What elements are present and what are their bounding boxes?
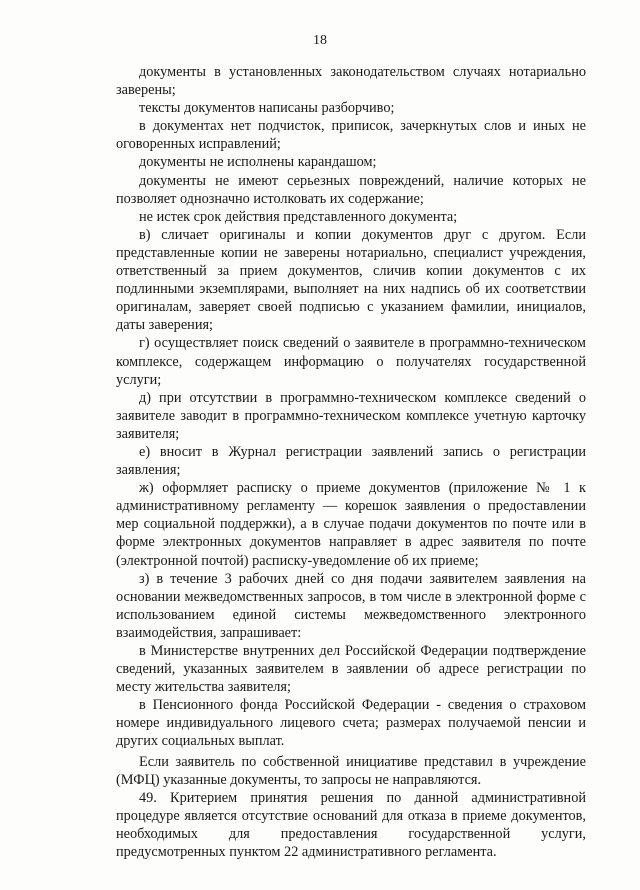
- paragraph: 49. Критерием принятия решения по данной административной процедуре является отсутствие оснований для отказа в приеме документов, необходимых для предоставления государственной услуги, предусмотренных пунктом 22 административного регламента.: [116, 789, 586, 861]
- paragraph: документы в установленных законодательством случаях нотариально заверены;: [116, 64, 586, 99]
- paragraph: документы не исполнены карандашом;: [139, 154, 377, 171]
- paragraph: г) осуществляет поиск сведений о заявителе в программно-техническом комплексе, содержащем информацию о получателях государственной услуги;: [116, 335, 586, 388]
- paragraph: з) в течение 3 рабочих дней со дня подачи заявителем заявления на основании межведомственных запросов, в том числе в электронной форме с использованием единой системы межведомственного электронного взаимодействия, запрашивает:: [116, 570, 586, 641]
- paragraph: документы не имеют серьезных повреждений, наличие которых не позволяет однозначно истолковать их содержание;: [116, 172, 586, 207]
- paragraph: е) вносит в Журнал регистрации заявлений запись о регистрации заявления;: [116, 443, 586, 479]
- paragraph: в) сличает оригиналы и копии документов друг с другом. Если представленные копии не заверены нотариально, специалист учреждения, ответственный за прием документов, сличив копии документов с их подлинными экземплярами, выполняет на них надпись об их соответствии оригиналам, заверяет своей подписью с указанием фамилии, инициалов, даты заверения;: [116, 226, 586, 334]
- document-body: [116, 63, 586, 861]
- paragraph: в Пенсионного фонда Российской Федерации - сведения о страховом номере индивидуального лицевого счета; размерах получаемой пенсии и других социальных выплат.: [116, 697, 586, 750]
- paragraph: тексты документов написаны разборчиво;: [139, 100, 395, 117]
- paragraph: ж) оформляет расписку о приеме документов (приложение № 1 к административному регламенту — корешок заявления о предоставлении мер социальной поддержки), а в случае подачи документов по почте или в форме электронных документов направляет в адрес заявителя по почте (электронной почтой) расписку-уведомление об их приеме;: [116, 480, 586, 569]
- page-number: 18: [313, 33, 327, 48]
- paragraph: не истек срок действия представленного документа;: [139, 208, 458, 225]
- paragraph: д) при отсутствии в программно-техническом комплексе сведений о заявителе заводит в программно-техническом комплексе учетную карточку заявителя;: [116, 389, 586, 442]
- paragraph: в Министерстве внутренних дел Российской Федерации подтверждение сведений, указанных заявителем в заявлении об адресе регистрации по месту жительства заявителя;: [116, 643, 586, 696]
- paragraph: Если заявитель по собственной инициативе представил в учреждение (МФЦ) указанные документы, то запросы не направляются.: [116, 753, 586, 788]
- paragraph: в документах нет подчисток, приписок, зачеркнутых слов и иных не оговоренных исправлений;: [116, 118, 586, 153]
